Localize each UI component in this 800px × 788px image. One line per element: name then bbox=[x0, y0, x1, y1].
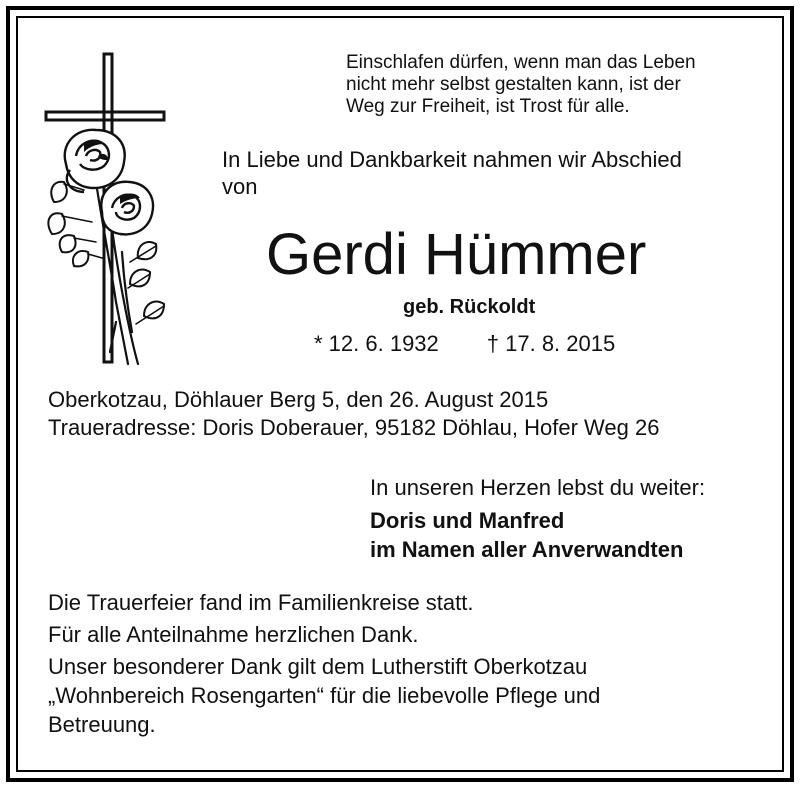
closing-line: Für alle Anteilnahme herzlichen Dank. bbox=[48, 622, 419, 647]
closing-line: Die Trauerfeier fand im Familienkreise statt. bbox=[48, 590, 474, 615]
deceased-name: Gerdi Hümmer bbox=[266, 222, 647, 287]
life-dates bbox=[314, 330, 615, 358]
place-and-address bbox=[48, 386, 659, 442]
motto-line: Weg zur Freiheit, ist Trost für alle. bbox=[346, 96, 630, 117]
place-date-line: Oberkotzau, Döhlauer Berg 5, den 26. August 2015 bbox=[48, 387, 549, 412]
motto-line: nicht mehr selbst gestalten kann, ist der bbox=[346, 74, 681, 95]
cross-with-roses-icon bbox=[40, 52, 170, 368]
birth-name: geb. Rückoldt bbox=[403, 296, 536, 318]
motto-quote bbox=[346, 52, 696, 118]
motto-line: Einschlafen dürfen, wenn man das Leben bbox=[346, 52, 696, 73]
closing-line: Betreuung. bbox=[48, 712, 156, 737]
intro-line: In Liebe und Dankbarkeit nahmen wir Abschied bbox=[222, 147, 682, 172]
mourning-address-line: Traueradresse: Doris Doberauer, 95182 Döhlau, Hofer Weg 26 bbox=[48, 415, 660, 440]
farewell-intro bbox=[222, 146, 682, 200]
closing-line: Unser besonderer Dank gilt dem Lutherstift Oberkotzau bbox=[48, 654, 588, 679]
death-date: † 17. 8. 2015 bbox=[486, 331, 616, 356]
signer-line: im Namen aller Anverwandten bbox=[370, 537, 684, 562]
memorial-verse: In unseren Herzen lebst du weiter: bbox=[370, 475, 706, 500]
signers bbox=[370, 506, 683, 564]
signer-line: Doris und Manfred bbox=[370, 508, 565, 533]
birth-date: * 12. 6. 1932 bbox=[314, 331, 439, 356]
closing-line: „Wohnbereich Rosengarten“ für die liebevolle Pflege und bbox=[48, 683, 601, 708]
intro-line: von bbox=[222, 174, 258, 199]
closing-notes bbox=[48, 588, 600, 739]
